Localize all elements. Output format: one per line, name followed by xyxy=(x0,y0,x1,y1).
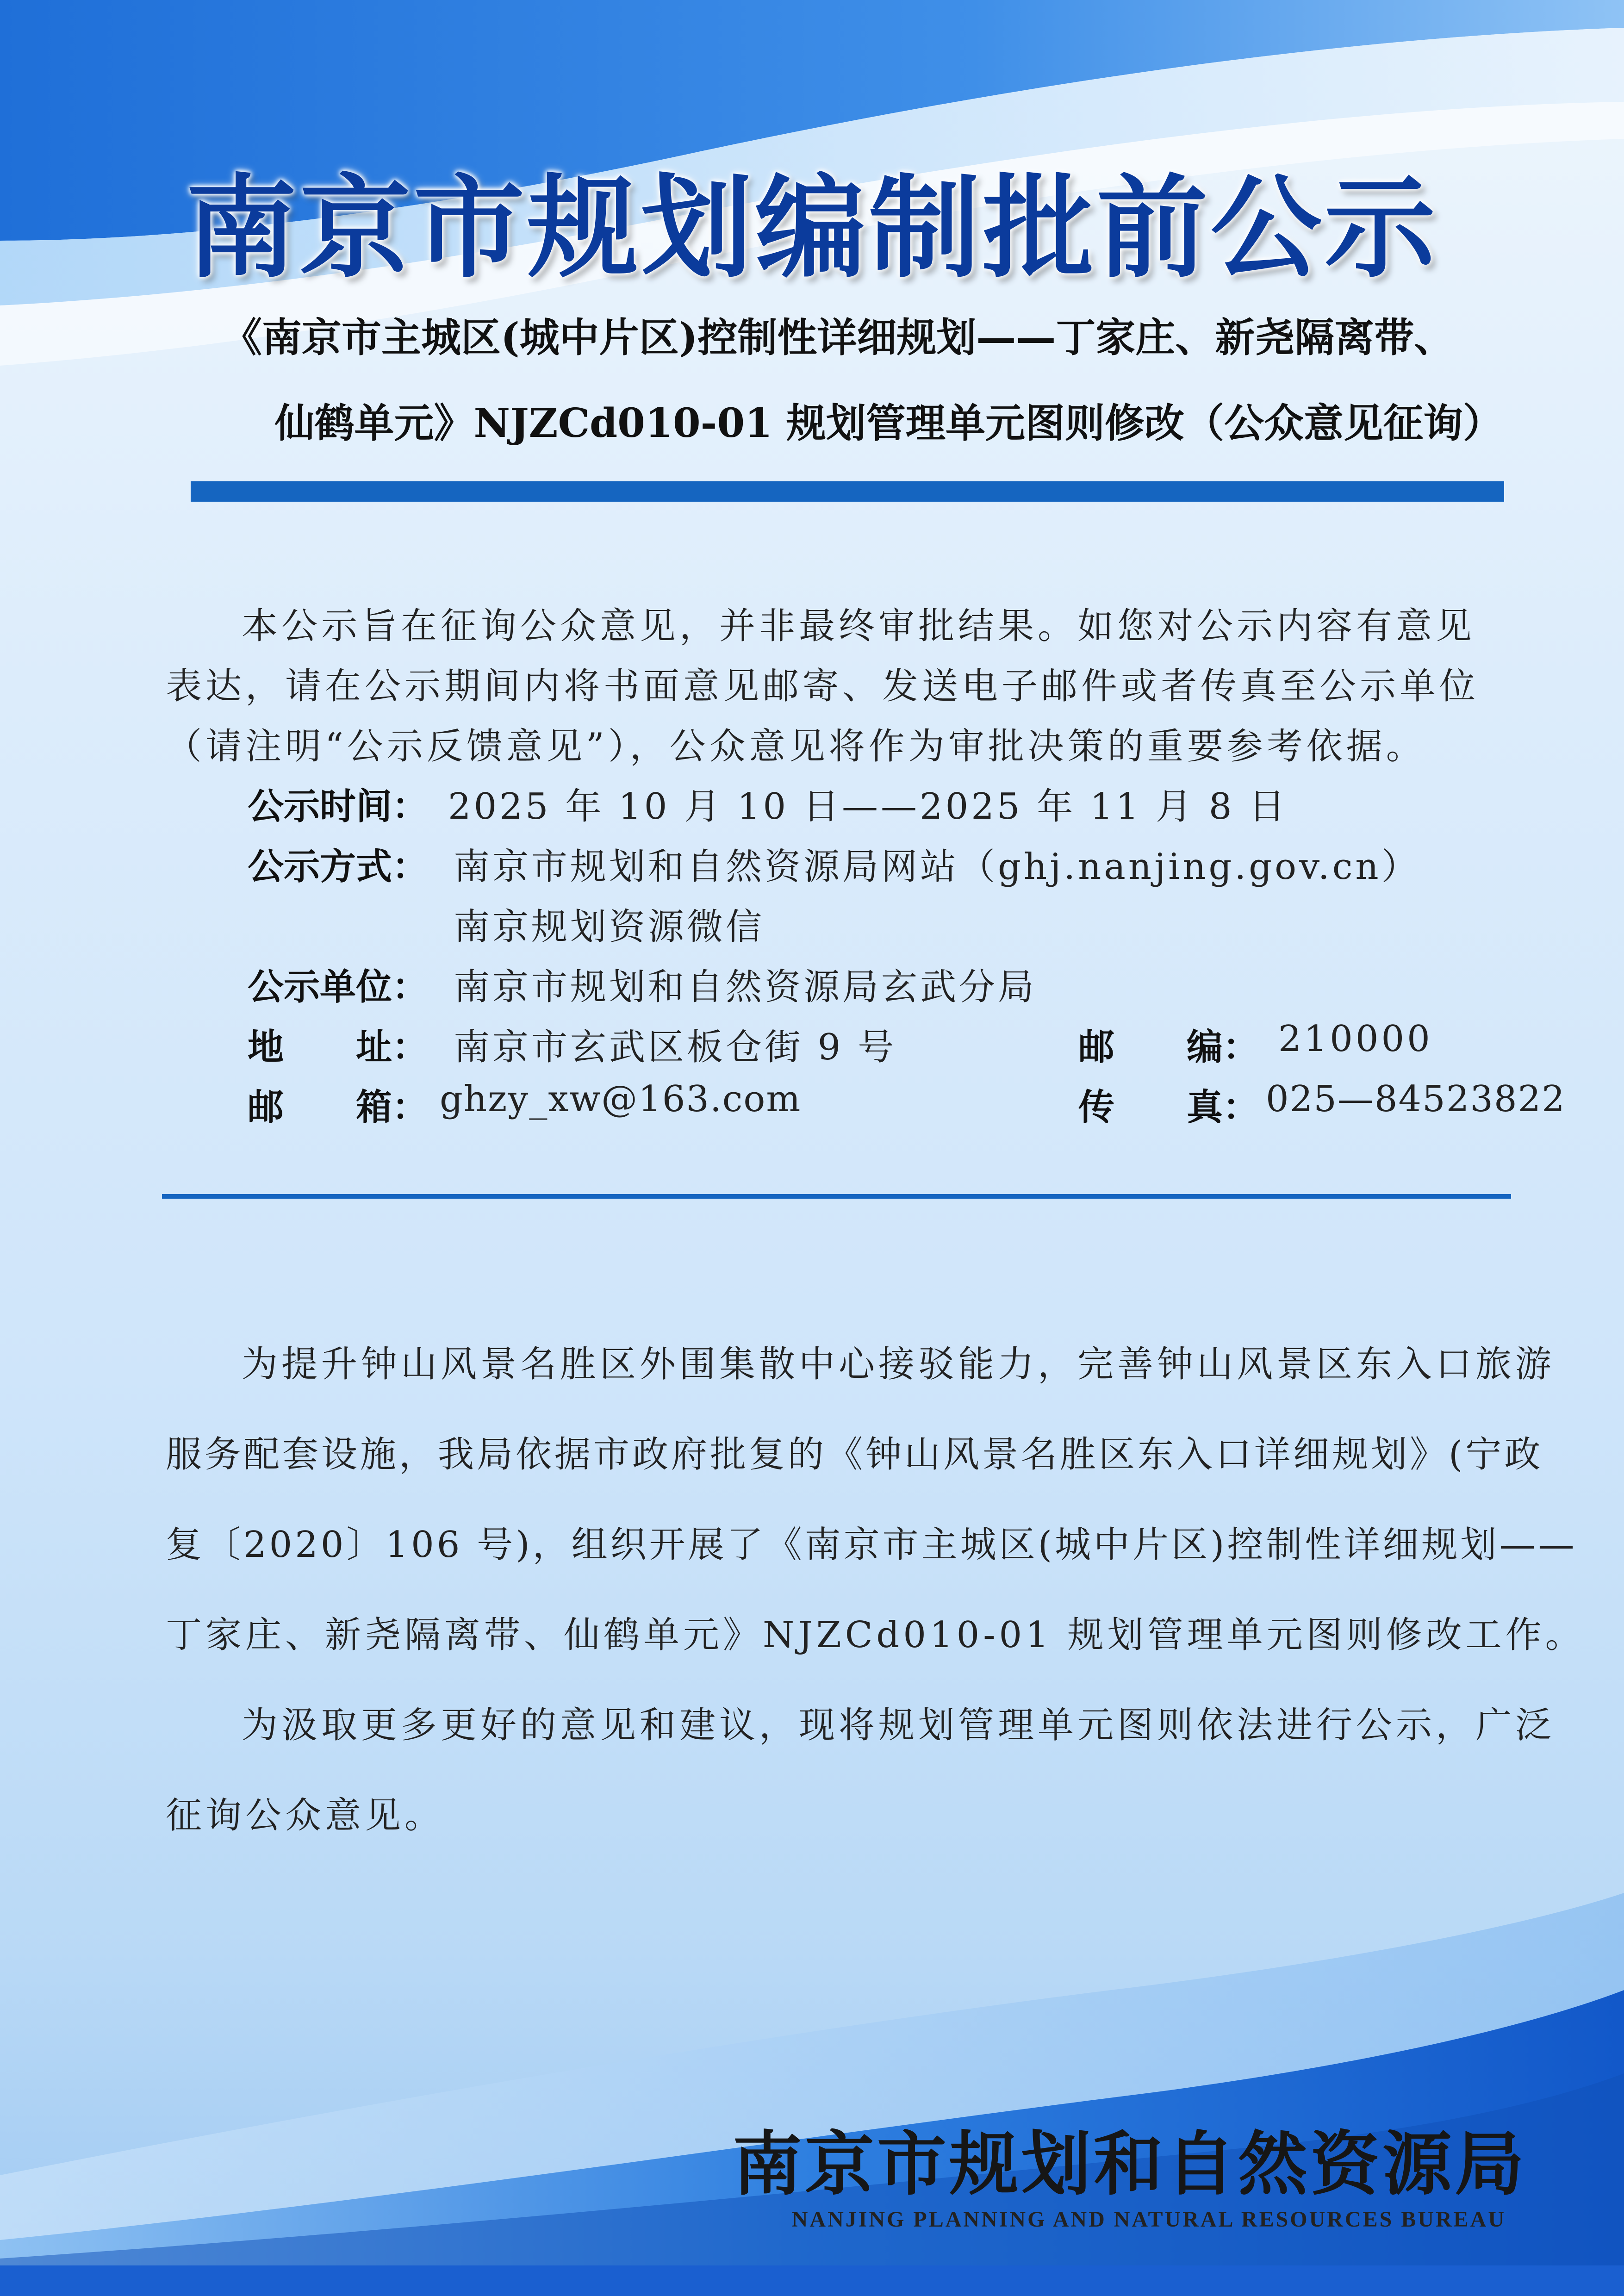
address-value: 南京市玄武区板仓街 9 号 xyxy=(454,1027,897,1068)
body-p2-line-1: 为汲取更多更好的意见和建议，现将规划管理单元图则依法进行公示，广泛 xyxy=(242,1705,1556,1746)
publicity-time-value: 2025 年 10 月 10 日——2025 年 11 月 8 日 xyxy=(448,786,1288,828)
postcode-value: 210000 xyxy=(1278,1018,1433,1060)
publicity-method-label: 公示方式： xyxy=(248,846,429,888)
title-divider-bar xyxy=(191,481,1504,502)
publicity-method-website: 南京市规划和自然资源局网站（ghj.nanjing.gov.cn） xyxy=(454,846,1420,888)
publicity-unit-label: 公示单位： xyxy=(248,966,429,1008)
publicity-unit-value: 南京市规划和自然资源局玄武分局 xyxy=(454,966,1037,1008)
notice-line-2: 表达，请在公示期间内将书面意见邮寄、发送电子邮件或者传真至公示单位 xyxy=(166,666,1480,707)
fax-label: 传 真： xyxy=(1078,1087,1259,1128)
email-value: ghzy_xw@163.com xyxy=(440,1078,802,1120)
subtitle-line-1: 《南京市主城区(城中片区)控制性详细规划——丁家庄、新尧隔离带、 xyxy=(222,314,1454,361)
body-p1-line-3: 复〔2020〕106 号)，组织开展了《南京市主城区(城中片区)控制性详细规划—— xyxy=(166,1524,1577,1566)
publicity-time-label: 公示时间： xyxy=(248,786,429,828)
footer-org-name: 南京市规划和自然资源局 xyxy=(732,2123,1527,2205)
page-title: 南京市规划编制批前公示 xyxy=(186,163,1438,293)
notice-line-3: （请注明“公示反馈意见”），公众意见将作为审批决策的重要参考依据。 xyxy=(166,726,1426,767)
subtitle-line-2: 仙鹤单元》NJZCd010-01 规划管理单元图则修改（公众意见征询） xyxy=(274,400,1503,447)
body-p1-line-1: 为提升钟山风景名胜区外围集散中心接驳能力，完善钟山风景区东入口旅游 xyxy=(242,1344,1556,1385)
body-p1-line-2: 服务配套设施，我局依据市政府批复的《钟山风景名胜区东入口详细规划》(宁政 xyxy=(166,1434,1543,1475)
body-p2-line-2: 征询公众意见。 xyxy=(166,1795,445,1836)
notice-line-1: 本公示旨在征询公众意见，并非最终审批结果。如您对公示内容有意见 xyxy=(242,605,1476,647)
postcode-label: 邮 编： xyxy=(1078,1027,1259,1068)
footer-org-english: NANJING PLANNING AND NATURAL RESOURCES BUREAU xyxy=(791,2207,1506,2232)
publicity-method-wechat: 南京规划资源微信 xyxy=(454,906,765,948)
address-label: 地 址： xyxy=(248,1027,429,1068)
section-divider-line xyxy=(162,1194,1511,1199)
fax-value: 025—84523822 xyxy=(1266,1078,1566,1120)
body-p1-line-4: 丁家庄、新尧隔离带、仙鹤单元》NJZCd010-01 规划管理单元图则修改工作。 xyxy=(166,1614,1585,1656)
email-label: 邮 箱： xyxy=(248,1087,429,1128)
